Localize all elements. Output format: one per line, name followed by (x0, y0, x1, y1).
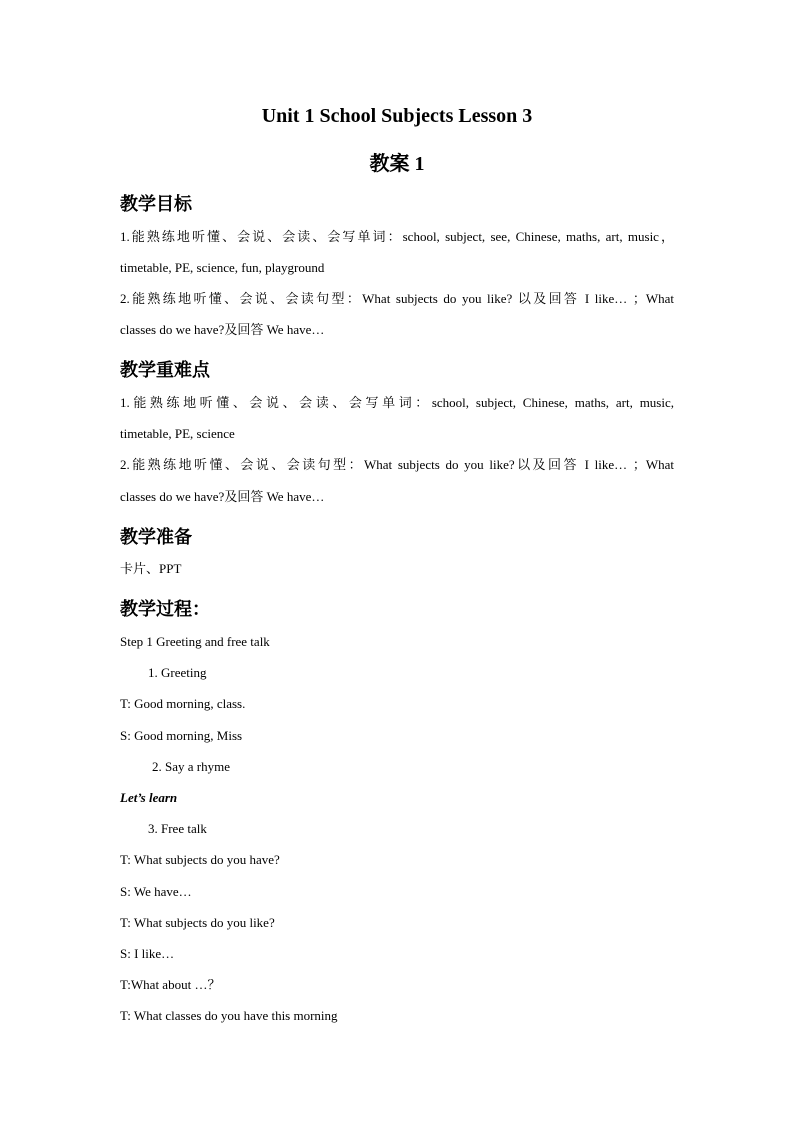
process-line-9: S: We have… (120, 884, 192, 899)
key-points-line-4: classes do we have?及回答 We have… (120, 489, 325, 504)
process-line-2: 1. Greeting (148, 665, 207, 680)
objectives-line-3: 2.能熟练地听懂、会说、会读句型：What subjects do you like? 以及回答 I like… ；What (120, 291, 674, 306)
process-line-3: T: Good morning, class. (120, 696, 246, 711)
process-line-8: T: What subjects do you have? (120, 852, 280, 867)
objectives-line-1: 1.能熟练地听懂、会说、会读、会写单词：school, subject, see, Chinese, maths, art, music， (120, 229, 674, 244)
process-line-5: 2. Say a rhyme (152, 759, 230, 774)
document-subtitle: 教案 1 (369, 153, 425, 175)
objectives-line-2: timetable, PE, science, fun, playground (120, 260, 325, 275)
preparation-line-1: 卡片、PPT (120, 561, 182, 576)
section-heading-key-points: 教学重难点 (120, 360, 210, 380)
process-line-4: S: Good morning, Miss (120, 728, 243, 743)
process-line-11: S: I like… (120, 946, 175, 961)
process-line-12: T:What about …？ (120, 977, 221, 992)
section-heading-process: 教学过程： (120, 599, 210, 619)
process-line-7: 3. Free talk (148, 821, 207, 836)
objectives-line-4: classes do we have?及回答 We have… (120, 322, 325, 337)
section-heading-objectives: 教学目标 (120, 194, 192, 214)
process-line-6: Let’s learn (120, 790, 178, 805)
section-heading-preparation: 教学准备 (120, 527, 192, 547)
process-line-1: Step 1 Greeting and free talk (120, 634, 270, 649)
process-line-10: T: What subjects do you like? (120, 915, 275, 930)
process-line-13: T: What classes do you have this morning (120, 1008, 338, 1023)
key-points-line-3: 2.能熟练地听懂、会说、会读句型：What subjects do you like?以及回答 I like… ；What (120, 457, 674, 472)
key-points-line-2: timetable, PE, science (120, 426, 235, 441)
document-title: Unit 1 School Subjects Lesson 3 (261, 105, 533, 127)
key-points-line-1: 1.能熟练地听懂、会说、会读、会写单词：school, subject, Chinese, maths, art, music, (120, 395, 674, 410)
